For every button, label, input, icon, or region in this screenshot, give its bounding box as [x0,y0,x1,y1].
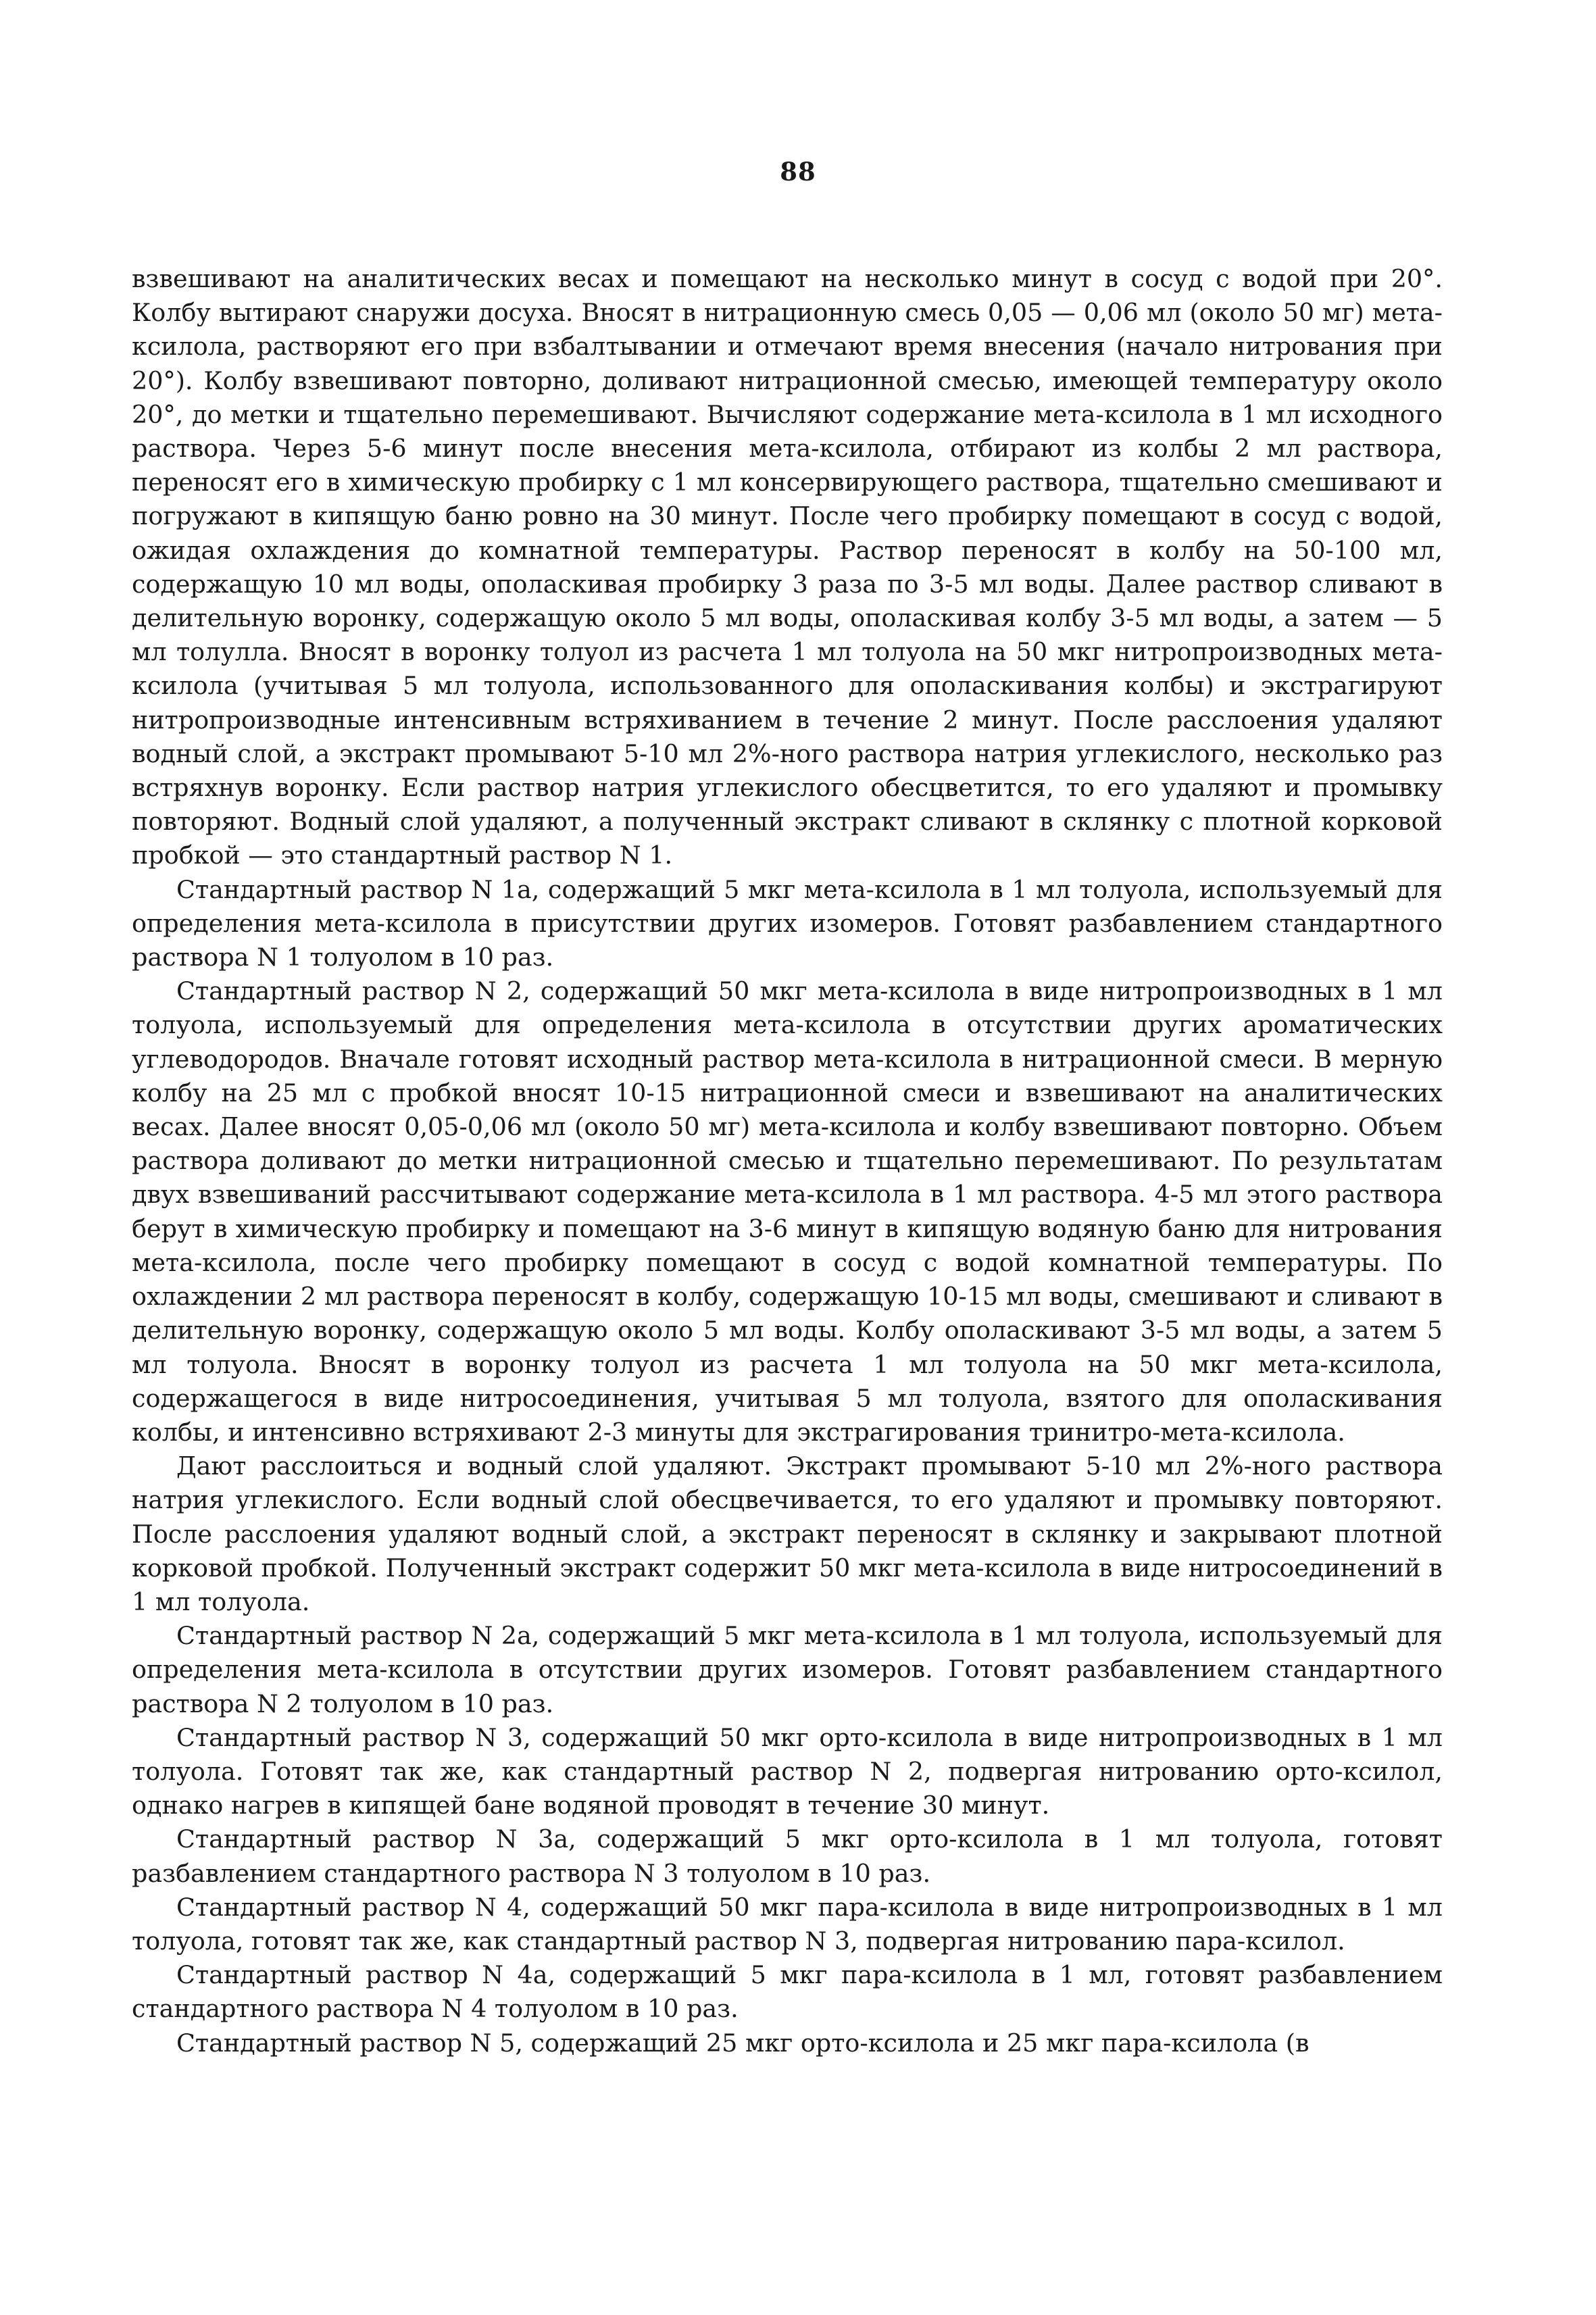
paragraph: Стандартный раствор N 4а, содержащий 5 мкг пара-ксилола в 1 мл, готовят разбавлением стандартного раствора N 4 толуолом в 10 раз. [132,1960,1443,2024]
paragraph: взвешивают на аналитических весах и помещают на несколько минут в сосуд с водой при 20°. Колбу вытирают снаружи досуха. Вносят в нитрационную смесь 0,05 — 0,06 мл (около 50 мг) мета-ксилола, растворяют его при взбалтывании и отмечают время внесения (начало нитрования при 20°). Колбу взвешивают повторно, доливают нитрационной смесью, имеющей температуру около 20°, до метки и тщательно перемешивают. Вычисляют содержание мета-ксилола в 1 мл исходного раствора. Через 5-6 минут после внесения мета-ксилола, отбирают из колбы 2 мл раствора, переносят его в химическую пробирку с 1 мл консервирующего раствора, тщательно смешивают и погружают в кипящую баню ровно на 30 минут. После чего пробирку помещают в сосуд с водой, ожидая охлаждения до комнатной температуры. Раствор переносят в колбу на 50-100 мл, содержащую 10 мл воды, ополаскивая пробирку 3 раза по 3-5 мл воды. Далее раствор сливают в делительную воронку, содержащую около 5 мл воды, ополаскивая колбу 3-5 мл воды, а затем — 5 мл толулла. Вносят в воронку толуол из расчета 1 мл толуола на 50 мкг нитропроизводных мета-ксилола (учитывая 5 мл толуола, использованного для ополаскивания колбы) и экстрагируют нитропроизводные интенсивным встряхиванием в течение 2 минут. После расслоения удаляют водный слой, а экстракт промывают 5-10 мл 2%-ного раствора натрия углекислого, несколько раз встряхнув воронку. Если раствор натрия углекислого обесцветится, то его удаляют и промывку повторяют. Водный слой удаляют, а полученный экстракт сливают в склянку с плотной корковой пробкой — это стандартный раствор N 1. [132,264,1443,870]
paragraph: Дают расслоиться и водный слой удаляют. Экстракт промывают 5-10 мл 2%-ного раствора натрия углекислого. Если водный слой обесцвечивается, то его удаляют и промывку повторяют. После расслоения удаляют водный слой, а экстракт переносят в склянку и закрывают плотной корковой пробкой. Полученный экстракт содержит 50 мкг мета-ксилола в виде нитросоединений в 1 мл толуола. [132,1451,1443,1616]
paragraph: Стандартный раствор N 3, содержащий 50 мкг орто-ксилола в виде нитропроизводных в 1 мл толуола. Готовят так же, как стандартный раствор N 2, подвергая нитрованию орто-ксилол, однако нагрев в кипящей бане водяной проводят в течение 30 минут. [132,1722,1443,1820]
paragraph: Стандартный раствор N 3а, содержащий 5 мкг орто-ксилола в 1 мл толуола, готовят разбавлением стандартного раствора N 3 толуолом в 10 раз. [132,1824,1443,1888]
paragraph: Стандартный раствор N 5, содержащий 25 мкг орто-ксилола и 25 мкг пара-ксилола (в [176,2028,1310,2058]
paragraph: Стандартный раствор N 1а, содержащий 5 мкг мета-ксилола в 1 мл толуола, используемый для определения мета-ксилола в присутствии других изомеров. Готовят разбавлением стандартного раствора N 1 толуолом в 10 раз. [132,874,1443,972]
paragraph: Стандартный раствор N 4, содержащий 50 мкг пара-ксилола в виде нитропроизводных в 1 мл толуола, готовят так же, как стандартный раствор N 3, подвергая нитрованию пара-ксилол. [132,1892,1443,1956]
page-number: 88 [780,157,816,186]
paragraph: Стандартный раствор N 2а, содержащий 5 мкг мета-ксилола в 1 мл толуола, используемый для определения мета-ксилола в отсутствии других изомеров. Готовят разбавлением стандартного раствора N 2 толуолом в 10 раз. [132,1621,1443,1718]
paragraph: Стандартный раствор N 2, содержащий 50 мкг мета-ксилола в виде нитропроизводных в 1 мл толуола, используемый для определения мета-ксилола в отсутствии других ароматических углеводородов. Вначале готовят исходный раствор мета-ксилола в нитрационной смеси. В мерную колбу на 25 мл с пробкой вносят 10-15 нитрационной смеси и взвешивают на аналитических весах. Далее вносят 0,05-0,06 мл (около 50 мг) мета-ксилола и колбу взвешивают повторно. Объем раствора доливают до метки нитрационной смесью и тщательно перемешивают. По результатам двух взвешиваний рассчитывают содержание мета-ксилола в 1 мл раствора. 4-5 мл этого раствора берут в химическую пробирку и помещают на 3-6 минут в кипящую водяную баню для нитрования мета-ксилола, после чего пробирку помещают в сосуд с водой комнатной температуры. По охлаждении 2 мл раствора переносят в колбу, содержащую 10-15 мл воды, смешивают и сливают в делительную воронку, содержащую около 5 мл воды. Колбу ополаскивают 3-5 мл воды, а затем 5 мл толуола. Вносят в воронку толуол из расчета 1 мл толуола на 50 мкг мета-ксилола, содержащегося в виде нитросоединения, учитывая 5 мл толуола, взятого для ополаскивания колбы, и интенсивно встряхивают 2-3 минуты для экстрагирования тринитро-мета-ксилола. [132,976,1443,1447]
body-text [132,262,1443,2060]
